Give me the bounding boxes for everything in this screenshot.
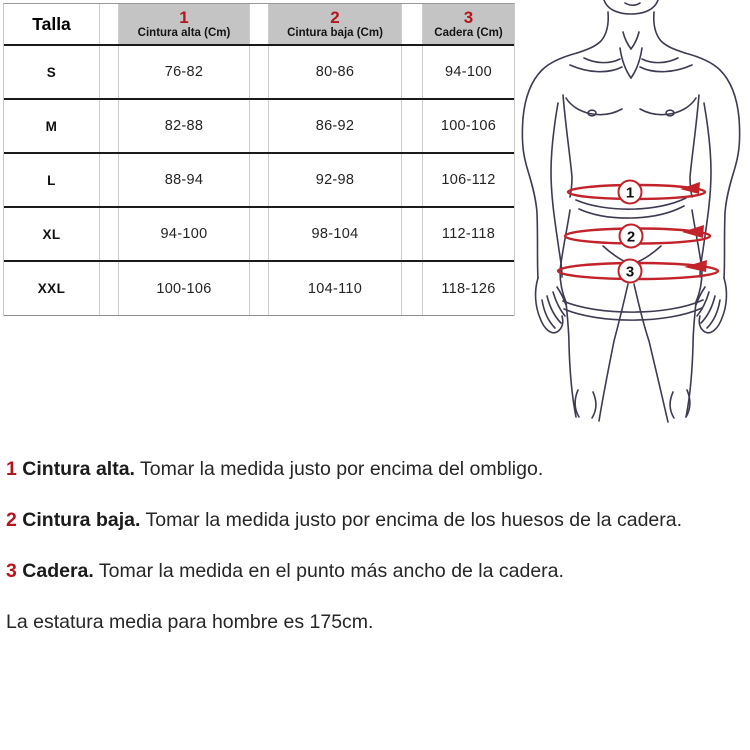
table-gap-column	[249, 46, 269, 98]
table-header-row	[4, 4, 514, 46]
measurement-notes	[6, 458, 742, 633]
column-header-cintura-baja	[269, 4, 401, 44]
measurement-ring-2	[565, 225, 710, 248]
size-cell: XL	[42, 226, 61, 242]
value-cell: 100-106	[440, 118, 497, 134]
measurement-ring-3	[558, 260, 718, 283]
size-cell: XXL	[37, 281, 66, 296]
body-measurement-diagram	[508, 0, 750, 444]
value-cell: 82-88	[164, 118, 204, 134]
column-number: 2	[330, 7, 340, 27]
measurement-marker-2: 2	[626, 228, 636, 246]
value-cell: 112-118	[441, 226, 496, 242]
size-cell: L	[47, 172, 56, 188]
value-cell: 98-104	[311, 226, 359, 242]
value-cell: 100-106	[156, 280, 212, 297]
value-cell: 104-110	[307, 280, 363, 297]
table-gap-column	[249, 208, 269, 260]
note-term: Cadera.	[22, 560, 94, 582]
note-description: Tomar la medida en el punto más ancho de la cadera.	[98, 560, 564, 582]
arrow-left-icon	[682, 225, 704, 238]
size-cell: M	[45, 118, 58, 134]
male-body-figure	[508, 0, 750, 444]
column-header-cadera	[423, 4, 514, 44]
value-cell: 80-86	[315, 64, 355, 80]
footer-note: La estatura media para hombre es 175cm.	[6, 611, 374, 633]
table-gap-column	[401, 100, 423, 152]
arrow-left-icon	[684, 260, 707, 272]
table-gap-column	[99, 262, 119, 315]
table-gap-column	[401, 262, 423, 315]
table-gap-column	[249, 154, 269, 206]
table-gap-column	[249, 4, 269, 44]
table-row	[4, 208, 514, 262]
size-column-header: Talla	[32, 13, 71, 34]
table-gap-column	[99, 208, 119, 260]
table-gap-column	[99, 46, 119, 98]
note-term: Cintura alta.	[22, 458, 135, 480]
value-cell: 88-94	[164, 172, 204, 188]
table-gap-column	[249, 262, 269, 315]
note-item	[6, 458, 742, 480]
note-item	[6, 560, 742, 582]
value-cell: 94-100	[445, 64, 492, 80]
column-label: Cintura baja (Cm)	[287, 26, 383, 39]
note-item	[6, 509, 742, 531]
measurement-marker-3: 3	[625, 263, 635, 281]
measurement-marker-1: 1	[625, 184, 635, 202]
table-gap-column	[401, 154, 423, 206]
note-description: Tomar la medida justo por encima de los huesos de la cadera.	[145, 509, 683, 531]
value-cell: 94-100	[160, 226, 208, 242]
table-row	[4, 46, 514, 100]
table-row	[4, 100, 514, 154]
note-term: Cintura baja.	[22, 509, 141, 531]
body-outline	[522, 0, 739, 422]
value-cell: 86-92	[315, 118, 355, 134]
column-header-cintura-alta	[119, 4, 249, 44]
table-gap-column	[99, 4, 119, 44]
note-number: 3	[6, 560, 17, 582]
value-cell: 92-98	[315, 172, 355, 188]
table-gap-column	[99, 154, 119, 206]
note-number: 2	[6, 509, 17, 531]
note-description: Tomar la medida justo por encima del ombligo.	[140, 458, 544, 480]
column-label: Cadera (Cm)	[434, 26, 503, 39]
value-cell: 106-112	[441, 172, 496, 188]
note-number: 1	[6, 458, 17, 480]
table-gap-column	[99, 100, 119, 152]
value-cell: 76-82	[164, 64, 204, 80]
table-gap-column	[249, 100, 269, 152]
column-label: Cintura alta (Cm)	[137, 26, 231, 39]
value-cell: 118-126	[441, 280, 496, 297]
size-table	[3, 3, 515, 316]
column-number: 1	[179, 7, 189, 27]
table-gap-column	[401, 46, 423, 98]
measurement-tapes	[558, 181, 718, 283]
table-gap-column	[401, 208, 423, 260]
column-number: 3	[463, 7, 474, 27]
size-cell: S	[46, 64, 57, 80]
measurement-ring-1	[568, 181, 705, 204]
table-row	[4, 154, 514, 208]
table-row	[4, 262, 514, 316]
table-gap-column	[401, 4, 423, 44]
